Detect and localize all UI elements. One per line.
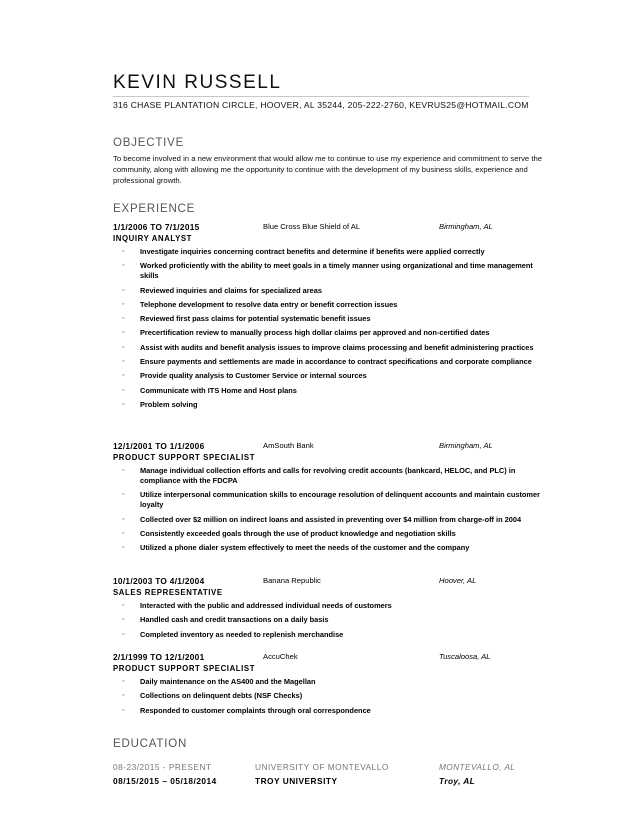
list-item: ◦ Reviewed first pass claims for potential systematic benefit issues [122,314,371,324]
bullet-icon: ◦ [122,286,125,294]
job-duties-list [113,466,553,553]
bullet-icon: ◦ [122,248,125,255]
experience-heading: EXPERIENCE [113,203,196,215]
education-school: TROY UNIVERSITY [255,776,338,786]
job-entry [113,222,553,414]
list-item: ◦ Responded to customer complaints through oral correspondence [122,705,371,715]
job-entry [113,652,553,720]
job-duties-list [113,247,553,410]
bullet-icon: ◦ [122,630,125,638]
bullet-icon: ◦ [122,300,125,308]
list-item: ◦ Assist with audits and benefit analysis issues to improve claims processing and benefit administering practices [122,342,534,352]
job-location: Birmingham, AL [439,441,493,450]
bullet-icon: ◦ [122,602,125,609]
job-dates: 10/1/2003 TO 4/1/2004 [113,576,205,586]
list-item: ◦ Handled cash and credit transactions on a daily basis [122,615,329,625]
bullet-icon: ◦ [122,616,125,624]
education-row [113,776,553,788]
bullet-icon: ◦ [122,544,125,552]
list-item: ◦ Interacted with the public and addressed individual needs of customers [122,601,392,610]
education-location: MONTEVALLO, AL [439,762,516,772]
bullet-icon: ◦ [122,329,125,337]
education-dates: 08-23/2015 - PRESENT [113,762,212,772]
bullet-icon: ◦ [122,358,125,366]
job-location: Hoover, AL [439,576,477,585]
bullet-icon: ◦ [122,262,125,270]
job-location: Birmingham, AL [439,222,493,231]
list-item: ◦ Provide quality analysis to Customer Service or internal sources [122,371,367,381]
bullet-icon: ◦ [122,467,125,474]
job-entry [113,576,553,644]
job-company: AmSouth Bank [263,441,314,450]
bullet-icon: ◦ [122,515,125,523]
list-item: ◦ Completed inventory as needed to replenish merchandise [122,629,344,639]
list-item: ◦ Investigate inquiries concerning contract benefits and determine if benefits were applied correctly [122,247,485,256]
candidate-name: KEVIN RUSSELL [113,72,282,93]
job-duties-list [113,677,553,716]
contact-line: 316 CHASE PLANTATION CIRCLE, HOOVER, AL 35244, 205-222-2760, KEVRUS25@HOTMAIL.COM [113,100,529,110]
education-location: Troy, AL [439,776,476,786]
job-title: INQUIRY ANALYST [113,234,193,243]
job-dates: 2/1/1999 TO 12/1/2001 [113,652,205,662]
bullet-icon: ◦ [122,706,125,714]
list-item: ◦ Reviewed inquiries and claims for specialized areas [122,285,322,295]
bullet-icon: ◦ [122,386,125,394]
bullet-icon: ◦ [122,529,125,537]
job-title: PRODUCT SUPPORT SPECIALIST [113,664,256,673]
job-location: Tuscaloosa, AL [439,652,491,661]
list-item: ◦ Collected over $2 million on indirect loans and assisted in preventing over $4 million from charge-off in 2004 [122,514,522,524]
job-title: SALES REPRESENTATIVE [113,588,223,597]
list-item: ◦ Telephone development to resolve data entry or benefit correction issues [122,299,398,309]
education-row [113,762,553,774]
bullet-icon: ◦ [122,372,125,380]
education-heading: EDUCATION [113,738,188,750]
objective-heading: OBJECTIVE [113,137,185,149]
list-item: ◦ Utilize interpersonal communication skills to encourage resolution of delinquent accounts and maintain customer loyalty [122,490,540,510]
job-title: PRODUCT SUPPORT SPECIALIST [113,453,256,462]
job-company: Banana Republic [263,576,321,585]
objective-text: To become involved in a new environment that would allow me to continue to use my experience and commitment to serve the community, along with allowing me the opportunity to continue with the development of my business skills, experience and professional growth. [113,154,543,185]
list-item: ◦ Ensure payments and settlements are made in accordance to contract specifications and corporate compliance [122,357,532,367]
list-item: ◦ Utilized a phone dialer system effectively to meet the needs of the customer and the company [122,543,470,553]
list-item: ◦ Manage individual collection efforts and calls for revolving credit accounts (bankcard, HELOC, and PLC) in compliance with the FDCPA [122,466,516,485]
bullet-icon: ◦ [122,491,125,499]
job-entry [113,441,553,557]
list-item: ◦ Problem solving [122,399,198,409]
job-company: Blue Cross Blue Shield of AL [263,222,361,231]
list-item: ◦ Worked proficiently with the ability to meet goals in a timely manner using organizational and time management skills [122,261,533,281]
list-item: ◦ Communicate with ITS Home and Host plans [122,385,297,395]
job-dates: 1/1/2006 TO 7/1/2015 [113,222,200,232]
bullet-icon: ◦ [122,692,125,700]
bullet-icon: ◦ [122,315,125,323]
header-divider [113,96,529,97]
list-item: ◦ Consistently exceeded goals through the use of product knowledge and negotiation skills [122,528,456,538]
education-school: UNIVERSITY OF MONTEVALLO [255,762,389,772]
job-duties-list [113,601,553,640]
list-item: ◦ Daily maintenance on the AS400 and the Magellan [122,677,316,686]
education-dates: 08/15/2015 – 05/18/2014 [113,776,217,786]
bullet-icon: ◦ [122,678,125,685]
list-item: ◦ Precertification review to manually process high dollar claims per approved and non-certified dates [122,328,490,338]
list-item: ◦ Collections on delinquent debts (NSF Checks) [122,691,303,701]
job-company: AccuChek [263,652,298,661]
bullet-icon: ◦ [122,343,125,351]
bullet-icon: ◦ [122,400,125,408]
job-dates: 12/1/2001 TO 1/1/2006 [113,441,205,451]
